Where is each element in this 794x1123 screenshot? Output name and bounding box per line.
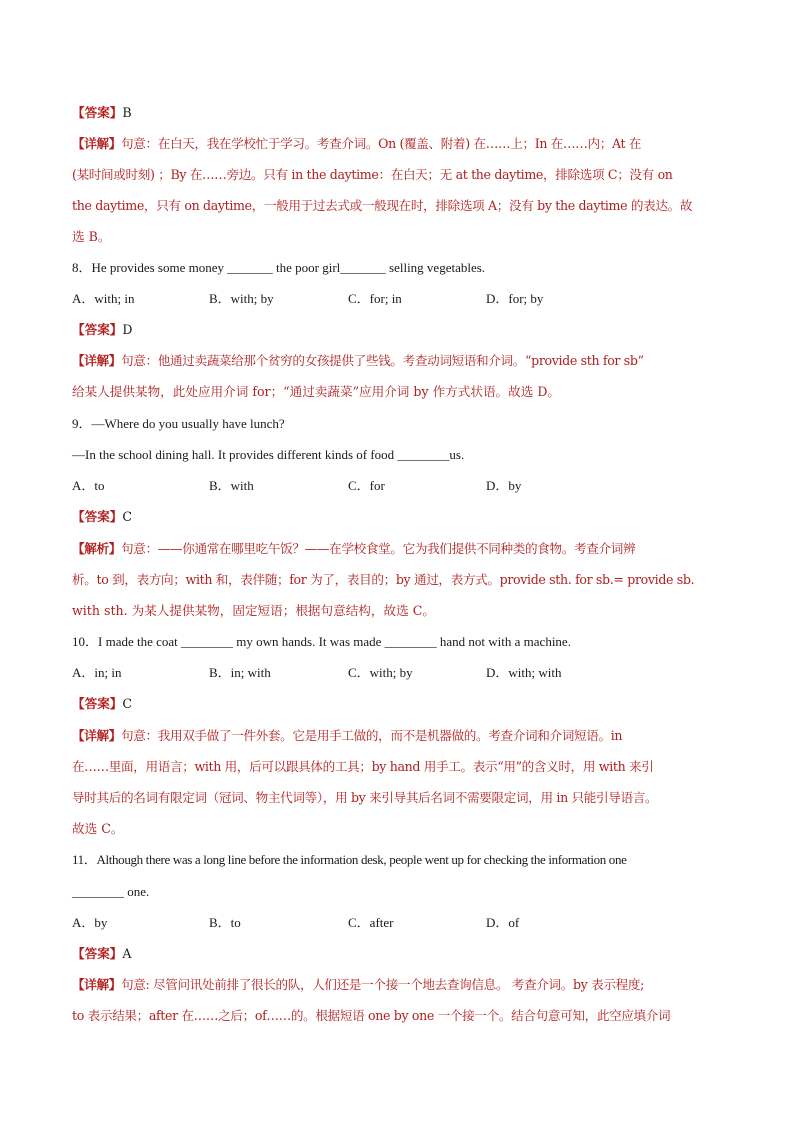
explanation-tag: 【详解】	[72, 977, 121, 992]
option-b: B．with	[209, 478, 254, 493]
explanation-line	[72, 539, 635, 559]
explanation-text: 给某人提供某物，此处应用介词 for；“通过卖蔬菜”应用介词 by 作方式状语。故选 D。	[72, 384, 561, 399]
answer-tag: 【答案】	[72, 696, 123, 711]
explanation-line	[72, 975, 644, 995]
option-d: D．with; with	[486, 665, 562, 680]
explanation-tag: 【详解】	[72, 728, 121, 743]
explanation-line	[72, 726, 622, 746]
answer-value: B	[122, 105, 132, 120]
explanation-text: with sth. 为某人提供某物，固定短语；根据句意结构，故选 C。	[72, 603, 435, 618]
option-a: A．to	[72, 478, 105, 493]
explanation-text: 句意：他通过卖蔬菜给那个贫穷的女孩提供了些钱。考查动词短语和介词。“provide sth for sb”	[120, 353, 644, 368]
option-c: C．for; in	[348, 291, 402, 306]
explanation-tag: 【详解】	[72, 136, 121, 151]
explanation-text: 句意：——你通常在哪里吃午饭？——在学校食堂。它为我们提供不同种类的食物。考查介词辨	[120, 541, 636, 556]
answer-value: C	[122, 696, 133, 711]
option-b: B．with; by	[209, 291, 274, 306]
question-stem: 10．I made the coat ________ my own hands. It was made ________ hand not with a machine.	[72, 634, 571, 649]
explanation-text: to 表示结果；after 在……之后；of……的。根据短语 one by one 一个接一个。结合句意可知，此空应填介词	[72, 1008, 671, 1023]
option-c: C．for	[348, 478, 385, 493]
option-d: D．by	[486, 478, 522, 493]
question-stem-line2: —In the school dining hall. It provides different kinds of food ________us.	[72, 447, 465, 462]
answer-line	[72, 944, 131, 964]
explanation-text: 句意：我用双手做了一件外套。它是用手工做的，而不是机器做的。考查介词和介词短语。in	[120, 728, 623, 743]
explanation-text: 导时其后的名词有限定词（冠词、物主代词等），用 by 来引导其后名词不需要限定词，用 in 只能引导语言。	[72, 790, 658, 805]
answer-value: D	[122, 322, 133, 337]
answer-tag: 【答案】	[72, 105, 123, 120]
question-stem: 8．He provides some money _______ the poor girl_______ selling vegetables.	[72, 260, 486, 275]
option-b: B．in; with	[209, 665, 271, 680]
option-d: D．of	[486, 915, 520, 930]
answer-tag: 【答案】	[72, 946, 123, 961]
explanation-line	[72, 134, 641, 154]
answer-tag: 【答案】	[72, 322, 123, 337]
answer-line	[72, 507, 132, 527]
option-a: A．in; in	[72, 665, 122, 680]
explanation-line	[72, 351, 644, 371]
explanation-text: the daytime，只有 on daytime，一般用于过去式或一般现在时，排除选项 A；没有 by the daytime 的表达。故	[72, 198, 693, 213]
option-c: C．after	[348, 915, 394, 930]
option-a: A．by	[72, 915, 108, 930]
explanation-text: (某时间或时刻) ；By 在……旁边。只有 in the daytime：在白天；无 at the daytime，排除选项 C；没有 on	[72, 167, 673, 182]
answer-line	[72, 694, 132, 714]
explanation-tag: 【解析】	[72, 541, 121, 556]
explanation-text: 在……里面，用语言；with 用，后可以跟具体的工具；by hand 用手工。表示“用”的含义时，用 with 来引	[72, 759, 654, 774]
explanation-text: 句意: 尽管问讯处前排了很长的队，人们还是一个接一个地去查询信息。 考查介词。by 表示程度;	[120, 977, 644, 992]
answer-tag: 【答案】	[72, 509, 123, 524]
question-stem: 9．—Where do you usually have lunch?	[72, 416, 285, 431]
explanation-text: 故选 C。	[72, 821, 124, 836]
answer-line	[72, 103, 132, 123]
explanation-text: 选 B。	[72, 229, 111, 244]
explanation-text: 析。to 到，表方向；with 和，表伴随；for 为了，表目的；by 通过，表方式。provide sth. for sb.= provide sb.	[72, 572, 695, 587]
question-stem: 11．Although there was a long line before the information desk, people went up for checking the information one	[72, 852, 627, 867]
option-b: B．to	[209, 915, 241, 930]
option-d: D．for; by	[486, 291, 544, 306]
answer-value: A	[122, 946, 132, 961]
explanation-text: 句意：在白天，我在学校忙于学习。考查介词。On (覆盖、附着) 在……上；In 在……内；At 在	[120, 136, 642, 151]
option-a: A．with; in	[72, 291, 135, 306]
question-stem-line2: ________ one.	[72, 884, 150, 899]
option-c: C．with; by	[348, 665, 413, 680]
answer-line	[72, 320, 132, 340]
answer-value: C	[122, 509, 133, 524]
explanation-tag: 【详解】	[72, 353, 121, 368]
